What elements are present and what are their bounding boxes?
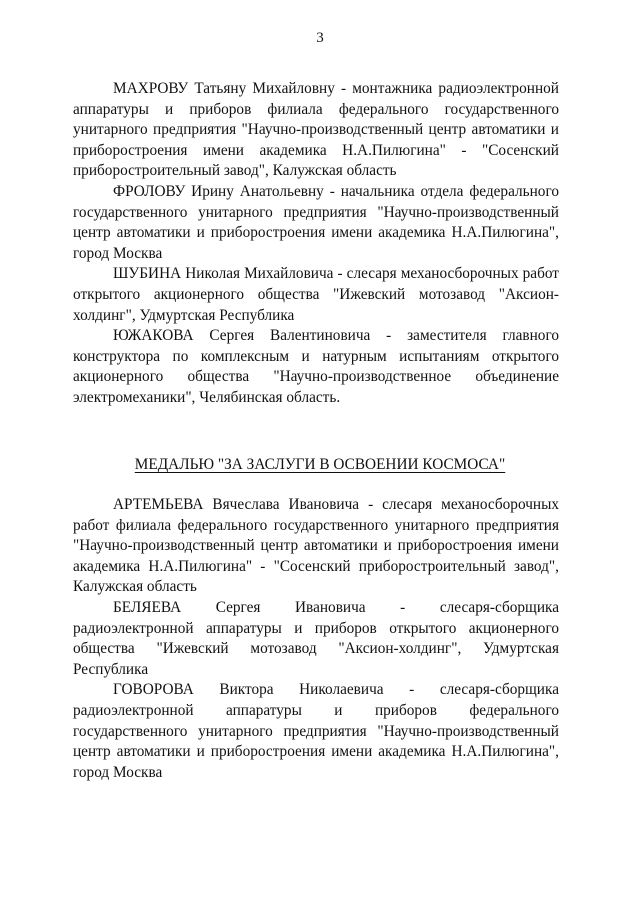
page-number: 3 [316, 30, 324, 46]
award-entry: ГОВОРОВА Виктора Николаевича - слесаря-сборщика радиоэлектронной аппаратуры и приборов федерального государственного унитарного предприятия "Научно-производственный центр автоматики и приборостроения имени академика Н.А.Пилюгина", город Москва [73, 681, 559, 781]
section-heading-text: МЕДАЛЬЮ "ЗА ЗАСЛУГИ В ОСВОЕНИИ КОСМОСА" [134, 456, 506, 473]
award-entry: МАХРОВУ Татьяну Михайловну - монтажника радиоэлектронной аппаратуры и приборов филиала федерального государственного унитарного предприятия "Научно-производственный центр автоматики и приборостроения имени академика Н.А.Пилюгина" - "Сосенский приборостроительный завод", Калужская область [73, 80, 559, 180]
award-entry: БЕЛЯЕВА Сергея Ивановича - слесаря-сборщика радиоэлектронной аппаратуры и приборов открытого акционерного общества "Ижевский мотозавод "Аксион-холдинг", Удмуртская Республика [73, 598, 559, 678]
award-list-continued [73, 79, 559, 409]
award-entry: ЮЖАКОВА Сергея Валентиновича - заместителя главного конструктора по комплексным и натурным испытаниям открытого акционерного общества "Научно-производственное объединение электромеханики", Челябинская область. [73, 327, 559, 406]
award-list-medal [73, 495, 559, 783]
award-entry: АРТЕМЬЕВА Вячеслава Ивановича - слесаря механосборочных работ филиала федерального государственного унитарного предприятия "Научно-производственный центр автоматики и приборостроения имени академика Н.А.Пилюгина" - "Сосенский приборостроительный завод", Калужская область [73, 496, 559, 596]
award-entry: ФРОЛОВУ Ирину Анатольевну - начальника отдела федерального государственного унитарного предприятия "Научно-производственный центр автоматики и приборостроения имени академика Н.А.Пилюгина", город Москва [73, 182, 559, 262]
section-heading [0, 456, 640, 474]
award-entry: ШУБИНА Николая Михайловича - слесаря механосборочных работ открытого акционерного общества "Ижевский мотозавод "Аксион-холдинг", Удмуртская Республика [73, 265, 559, 324]
